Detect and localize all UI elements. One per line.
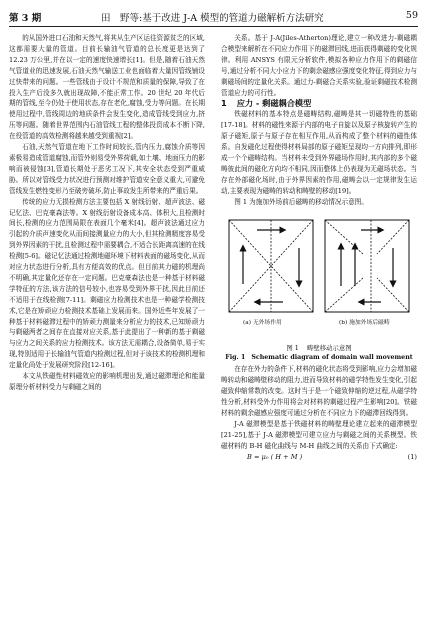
- panel-b-applied-field: [325, 220, 409, 312]
- equation-body: B = μ₀ ( H + M ): [247, 452, 303, 461]
- issue-label: 第 3 期: [9, 13, 42, 24]
- body-paragraph: 传统的应力无损检测方法主要包括 X 射线衍射、超声波法、磁记忆法、巴克豪森法等。X 射线衍射设备成本高、体积大,且检测时间长,检测的应力范围局限在表面几个毫米[4]。超声波法通过应力引起的介质声速变化从而间接测量应力的大小,但其检测精度容易受到外界因素的干扰,且检测过程中需要耦合,不适合长距离高速的在线检测[5-6]。磁记忆法通过检测地磁环境下材料表面的磁场变化,从而对应力状态进行分析,具有方便高效的优点。但目前其力磁的机理尚不明确,其定量化还存在一定问题。巴克豪森法也是一种基于材料磁学特征的方法,该方法的信号较小,也容易受到外界干扰,因此目前还不适用于在线检测[7-11]。剩磁应力检测技术也是一种磁学检测技术,它是在矫顽应力检测技术基础上发展而来。国外近些年发展了一种基于材料磁滞过程中的矫顽力测量来分析应力的技术,已知矫顽力与剩磁两者之间存在直接对应关系,基于此提出了一种新的基于剩磁与应力之间关系的应力检测技术。该方法无需耦合,设备简单,易于实现,特别适用于长输油气管道内检测过程,但对于该技术的检测机理和定量化尚处于发展研究阶段[12-16]。: [9, 197, 205, 370]
- equation-1: [221, 452, 417, 464]
- right-column: [221, 33, 417, 464]
- figure-title-en: Schematic diagram of domain wall movement: [251, 354, 413, 362]
- body-paragraph: 铁磁材料的基本特点是磁畴结构,磁畴是其一切磁特性的基础[17-18]。材料的磁性来源于内部的电子自旋以及原子核旋转产生的原子磁矩,原子与原子存在相互作用,从而构成了整个材料的磁性体系。自发磁化过程使得材料局部的原子磁矩呈现均一方向排列,即形成一个个磁畴结构。当材料未受到外界磁场作用时,其内部的多个磁畴彼此间的磁化方向均不相同,因而整体上仍表现为无磁场状态。当存在外部磁化场时,由于外界因素的作用,磁畴会以一定规律发生运动,主要表现为磁畴的转动和畴壁的移动[19]。: [221, 110, 417, 195]
- running-title: 田 野等:基于改进 J-A 模型的管道力磁解析方法研究: [101, 13, 324, 24]
- figure-caption-en: [221, 353, 417, 364]
- figure-title-cn: 畴壁移动示意图: [306, 343, 352, 352]
- panel-a-no-field: [229, 220, 313, 312]
- figure-caption-cn: [221, 343, 417, 354]
- subfigure-b-label: (b) 施加外场后磁畴: [339, 319, 390, 326]
- body-paragraph: 本文从铁磁性材料磁效应的影响机理出发,通过磁滞理论和能量原理分析材料受力与剩磁之间的: [9, 372, 205, 391]
- section-title: 应力 - 剩磁耦合模型: [236, 98, 312, 109]
- left-column: [9, 33, 205, 393]
- page-header: [9, 6, 418, 27]
- figure-number-cn: 图 1: [286, 343, 299, 352]
- body-paragraph: 关系。基于 J-A(Jiles-Atherton)理论,建立一种改进力-剩磁耦合模型来解析在不同应力作用下的磁滞回线,进而获得剩磁的变化规律。利用 ANSYS 有限元分析软件,模拟各种应力作用下的剩磁信号,通过分析不同大小应力下的剩余磁感应强度变化特征,得到应力与剩磁场间的定量化关系。通过力-剩磁合关系实验,验证剩磁技术检测管道应力的可行性。: [221, 34, 417, 97]
- figure-domain-wall: [221, 214, 417, 340]
- section-heading: [221, 98, 417, 109]
- body-paragraph: 石油,天然气管道在地下工作时间较长,管内压力,腐蚀介质等因素极易造成管道腐蚀,而管外则易受外界荷载,如土壤、地面压力的影响而被侵蚀[3],管道长期处于恶劣工况下,其安全状态受到严重威胁。所以对管线受力状况进行预测对维护管道安全意义重大,可避免管线发生燃性变形乃至破旁破坏,防止事故发生所带来的严重后果。: [9, 143, 205, 195]
- body-paragraph: 图 1 为施加外场前后磁畴的移动情况示意图。: [234, 197, 368, 206]
- domain-diagram: [221, 214, 417, 318]
- subfigure-a-label: (a) 无外场作用: [243, 319, 282, 326]
- figure-number-en: Fig. 1: [225, 354, 246, 362]
- section-number: 1: [221, 98, 227, 109]
- equation-number: (1): [407, 452, 417, 461]
- body-paragraph: 在存在外力的条件下,材料的磁化状态将受到影响,应力会增加磁畴转动和磁畴壁移动的阻力,进而导致材料的磁学特性发生变化,引起磁致伸缩常数的改变。这时当于是一个磁致伸缩的逆过程,从磁学特性分析,材料受外力作用将会对材料的剩磁过程产生影响[20]。铁磁材料的剩余磁感应强度可通过分析在不同应力下的磁滞回线得到。: [221, 365, 417, 417]
- page-number: 59: [405, 10, 418, 21]
- body-paragraph: J-A 磁滞模型是基于铁磁材料的畴壁理论建立起来的磁滞模型[21-25],基于 J-A 磁滞模型可建立应力与剩磁之间的关系模型。铁磁材料的 B-H 磁化曲线与 M-H 曲线之间的关系由下式确定:: [221, 419, 417, 450]
- body-paragraph: 的从国外进口石油和天然气,将其从生产区运往资源贫乏的区域,这都需要大量的管道。目前长输油气管道的总长度更是达到了 12.23 万公里,并在以一定的速度快速增长[1]。但是,随着石油天然气管道业的迅速发展,石油天然气输送工业也面临着大量因管线铺设过快带来的问题。一些管线由于设计不规范和质量的保障,导致了在投入生产后没多久就出现故障,不能正常工作。20 世纪 20 年代后期的管线,至今仍处于使用状态,存在老化,腐蚀,受力等问题。在长期使用过程中,管线周边的地质条件会发生变化,造成管线受到应力,挤压等问题。随着世界范围内石油管线工程的整体投资成本不断下降,在役管道的高效检测将越来越受到重视[2]。: [9, 34, 205, 141]
